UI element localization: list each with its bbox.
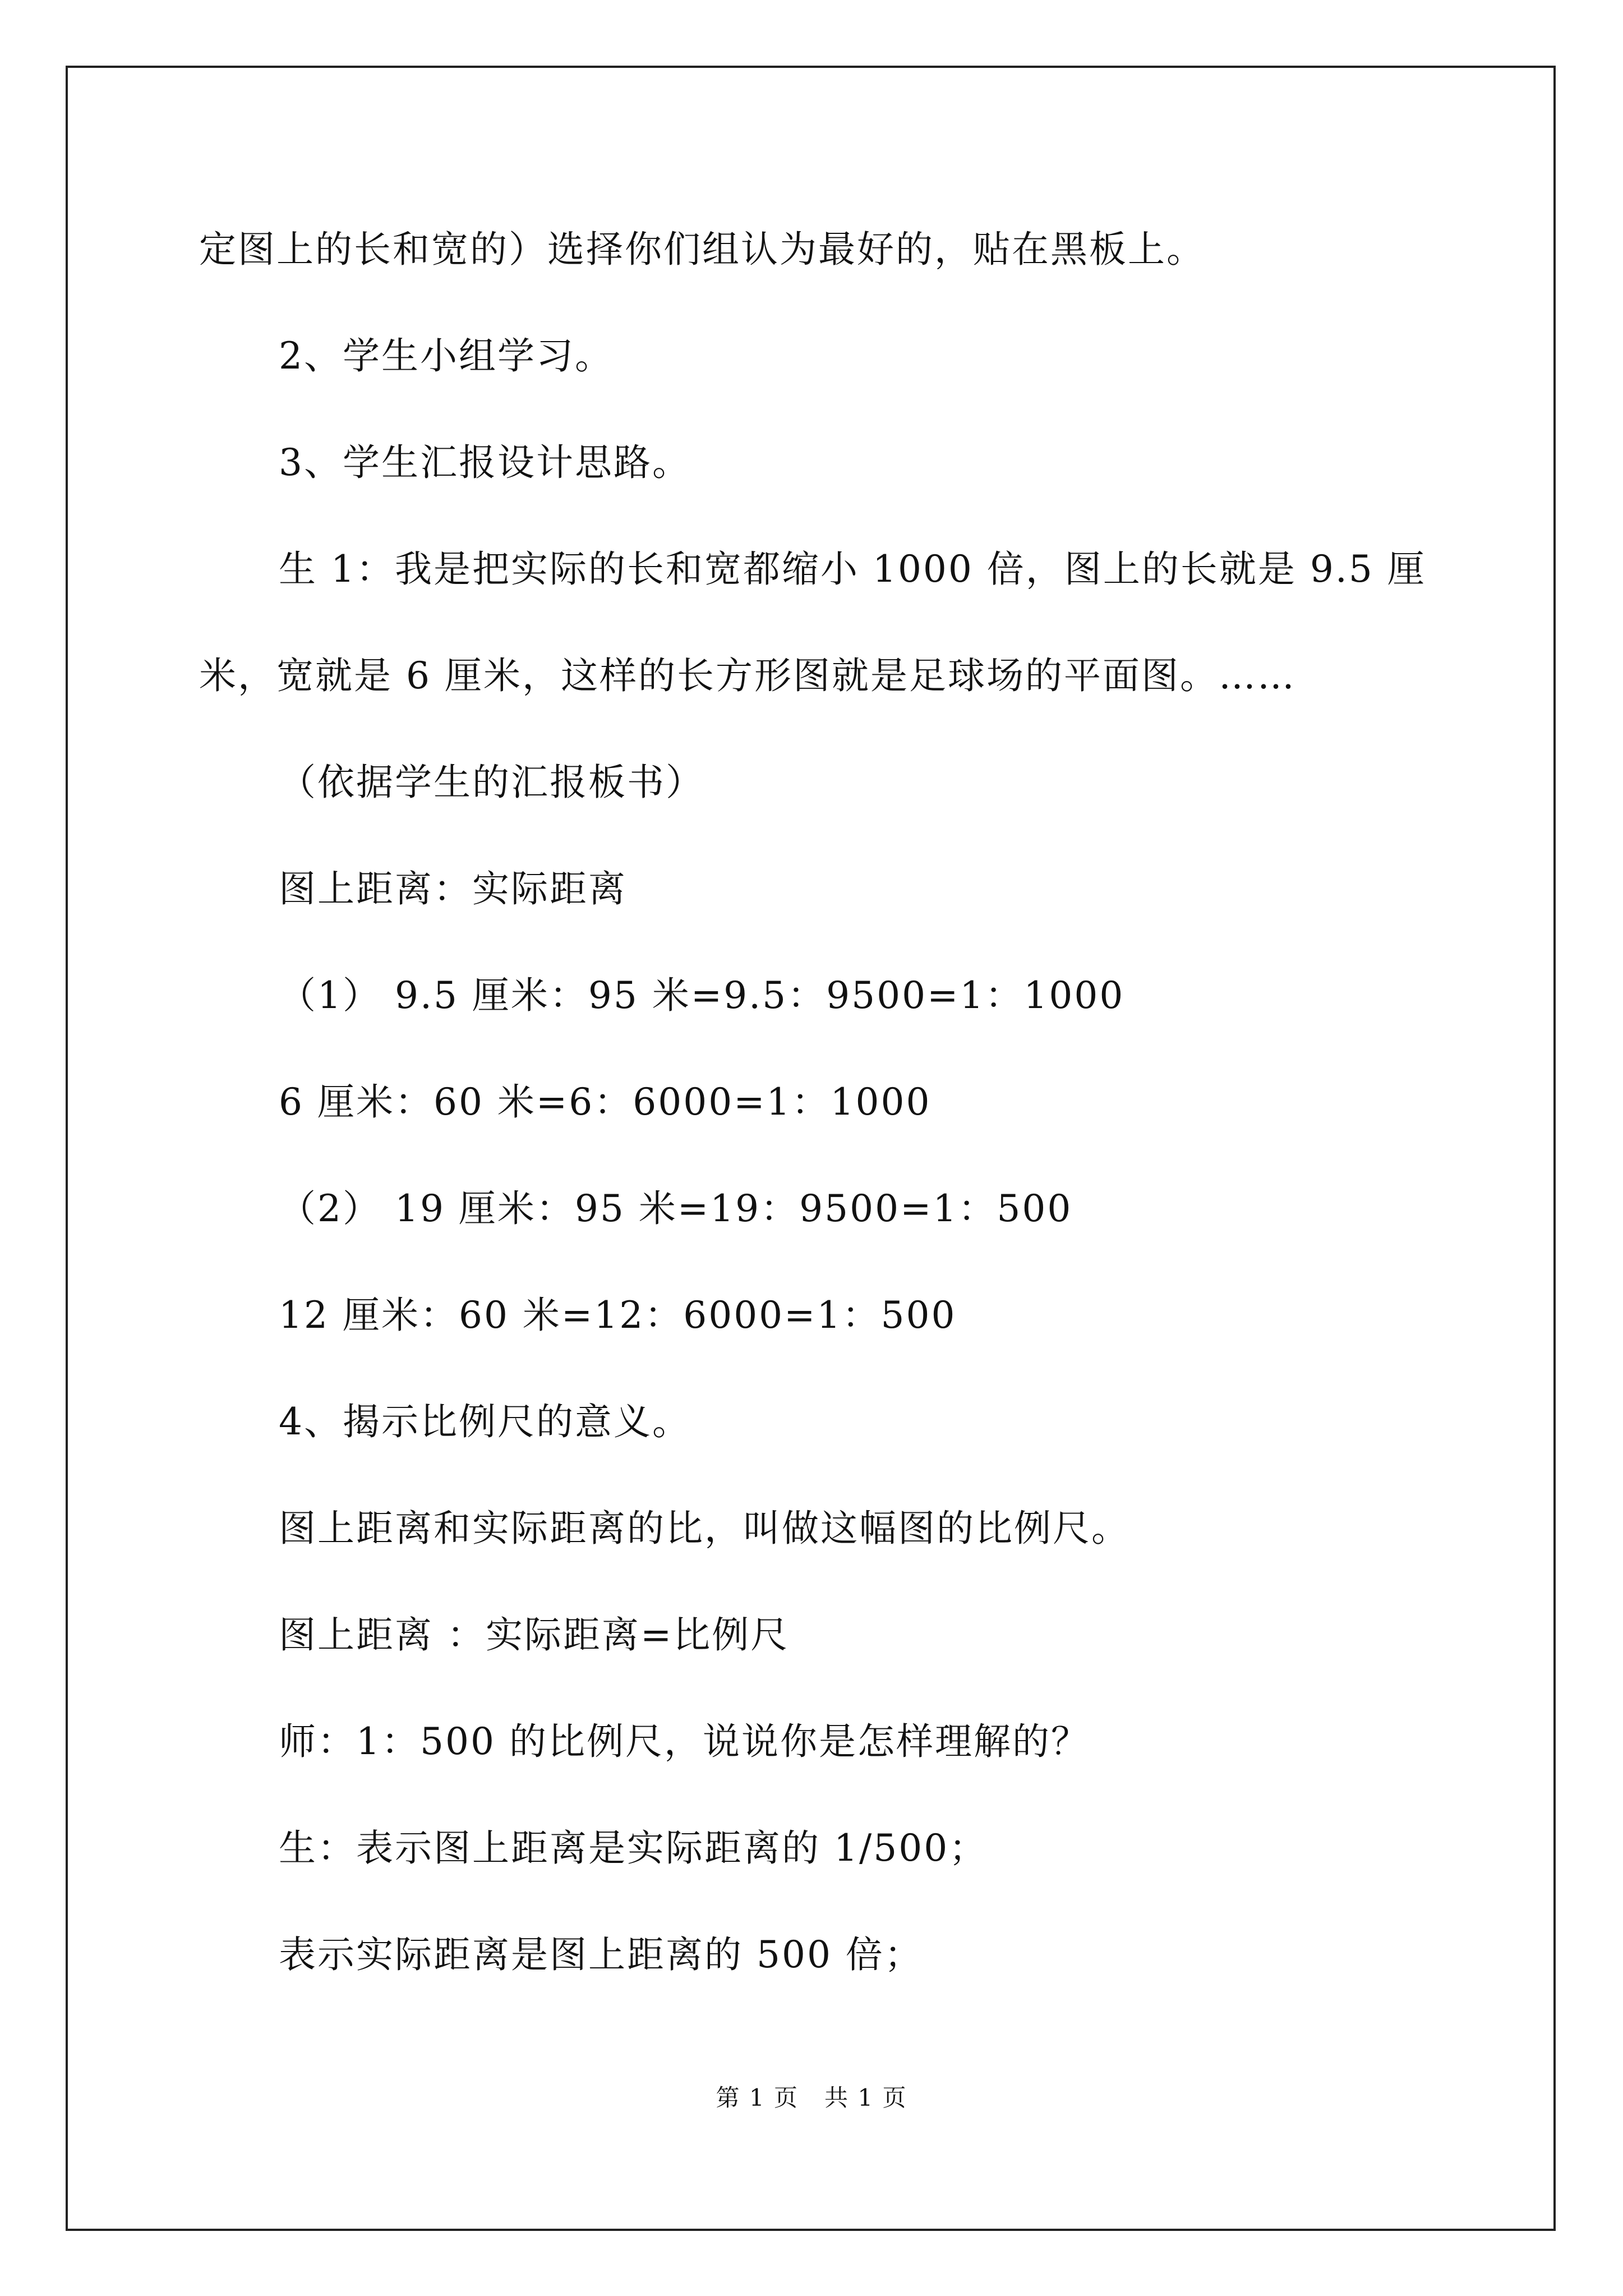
paragraph-line-6: （依据学生的汇报板书） (279, 761, 704, 804)
paragraph-line-1: 定图上的长和宽的）选择你们组认为最好的，贴在黑板上。 (199, 228, 1205, 271)
page-number-footer: 第 1 页 共 1 页 (716, 2084, 907, 2111)
paragraph-line-2: 2、学生小组学习。 (279, 334, 614, 378)
paragraph-line-16: 生：表示图上距离是实际距离的 1/500； (279, 1826, 988, 1870)
paragraph-line-14: 图上距离 ：实际距离=比例尺 (279, 1613, 790, 1657)
paragraph-line-8: （1） 9.5 厘米：95 米=9.5：9500=1：1000 (279, 974, 1125, 1017)
paragraph-line-11: 12 厘米：60 米=12：6000=1：500 (279, 1294, 957, 1337)
paragraph-line-12: 4、揭示比例尺的意义。 (279, 1400, 691, 1443)
paragraph-line-7: 图上距离：实际距离 (279, 867, 627, 910)
paragraph-line-13: 图上距离和实际距离的比，叫做这幅图的比例尺。 (279, 1507, 1130, 1550)
paragraph-line-15: 师：1：500 的比例尺，说说你是怎样理解的？ (279, 1720, 1090, 1763)
paragraph-line-9: 6 厘米：60 米=6：6000=1：1000 (279, 1080, 932, 1124)
paragraph-line-3: 3、学生汇报设计思路。 (279, 441, 691, 484)
page-border (66, 66, 1556, 2231)
paragraph-line-4: 生 1：我是把实际的长和宽都缩小 1000 倍，图上的长就是 9.5 厘 (279, 547, 1426, 591)
paragraph-line-10: （2） 19 厘米：95 米=19：9500=1：500 (279, 1187, 1073, 1230)
paragraph-line-5: 米，宽就是 6 厘米，这样的长方形图就是足球场的平面图。…… (199, 654, 1296, 697)
paragraph-line-17: 表示实际距离是图上距离的 500 倍； (279, 1933, 923, 1976)
